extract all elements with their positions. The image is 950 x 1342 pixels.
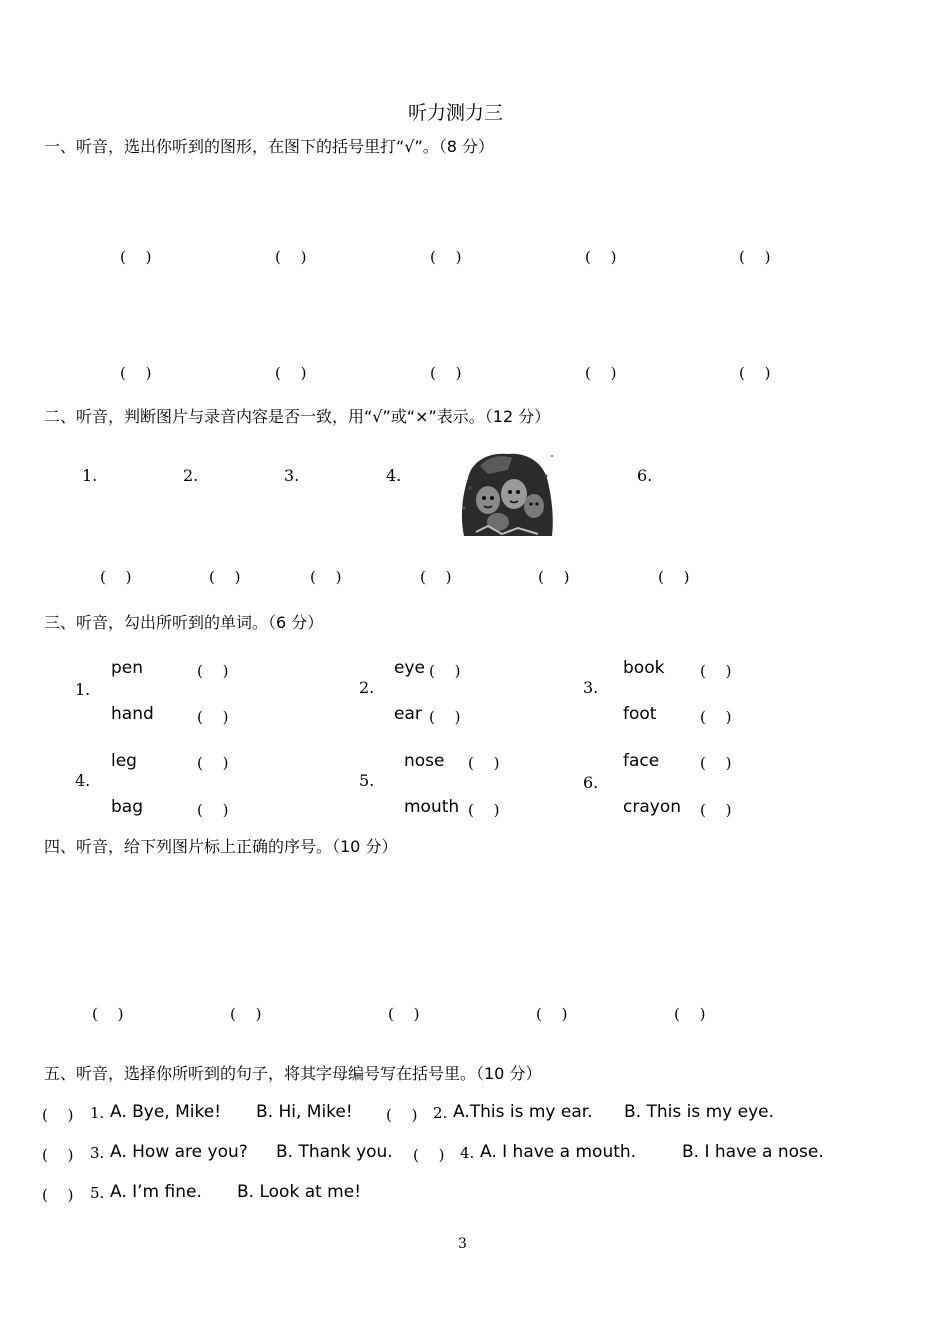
question-number: 5. <box>90 1184 105 1202</box>
answer-bracket: ( ) <box>275 364 307 382</box>
answer-bracket: ( ) <box>197 708 229 726</box>
answer-bracket: ( ) <box>197 801 229 819</box>
answer-bracket: ( ) <box>100 568 132 586</box>
question-number: 3. <box>90 1144 105 1162</box>
answer-bracket: ( ) <box>468 801 500 819</box>
word-option: ear <box>394 704 422 724</box>
item-number: 1. <box>82 466 98 485</box>
answer-bracket: ( ) <box>429 708 461 726</box>
answer-bracket: ( ) <box>700 662 732 680</box>
answer-bracket: ( ) <box>739 248 771 266</box>
answer-bracket: ( ) <box>700 754 732 772</box>
option-b: B. This is my eye. <box>624 1102 775 1122</box>
answer-bracket: ( ) <box>42 1146 74 1164</box>
option-a: A.This is my ear. <box>453 1102 593 1122</box>
word-option: hand <box>111 704 154 724</box>
answer-bracket: ( ) <box>700 708 732 726</box>
word-option: leg <box>111 751 137 771</box>
word-option: bag <box>111 797 143 817</box>
answer-bracket: ( ) <box>230 1005 262 1023</box>
section-1-heading: 一、听音，选出你听到的图形，在图下的括号里打“√”。（8 分） <box>44 137 495 156</box>
word-option: foot <box>623 704 657 724</box>
word-option: mouth <box>404 797 460 817</box>
answer-bracket: ( ) <box>468 754 500 772</box>
option-b: B. Look at me! <box>237 1182 362 1202</box>
item-number: 3. <box>284 466 300 485</box>
option-b: B. Hi, Mike! <box>256 1102 353 1122</box>
answer-bracket: ( ) <box>429 662 461 680</box>
answer-bracket: ( ) <box>658 568 690 586</box>
section-2-heading: 二、听音，判断图片与录音内容是否一致，用“√”或“×”表示。（12 分） <box>44 407 551 426</box>
answer-bracket: ( ) <box>430 248 462 266</box>
answer-bracket: ( ) <box>700 801 732 819</box>
section-3-heading: 三、听音，勾出所听到的单词。（6 分） <box>44 613 324 632</box>
question-number: 4. <box>460 1144 475 1162</box>
item-number: 4. <box>386 466 402 485</box>
answer-bracket: ( ) <box>386 1106 418 1124</box>
answer-bracket: ( ) <box>536 1005 568 1023</box>
word-option: book <box>623 658 665 678</box>
page-number: 3 <box>458 1236 467 1252</box>
item-number: 3. <box>583 678 599 697</box>
answer-bracket: ( ) <box>209 568 241 586</box>
word-option: nose <box>404 751 445 771</box>
answer-bracket: ( ) <box>585 364 617 382</box>
word-option: pen <box>111 658 144 678</box>
answer-bracket: ( ) <box>92 1005 124 1023</box>
option-a: A. How are you? <box>110 1142 248 1162</box>
answer-bracket: ( ) <box>674 1005 706 1023</box>
word-option: crayon <box>623 797 681 817</box>
answer-bracket: ( ) <box>538 568 570 586</box>
option-a: A. I have a mouth. <box>480 1142 637 1162</box>
item-number: 6. <box>583 773 599 792</box>
item-number: 2. <box>359 678 375 697</box>
answer-bracket: ( ) <box>120 248 152 266</box>
item-number: 2. <box>183 466 199 485</box>
question-number: 2. <box>433 1104 448 1122</box>
word-option: eye <box>394 658 425 678</box>
option-a: A. I’m fine. <box>110 1182 202 1202</box>
answer-bracket: ( ) <box>585 248 617 266</box>
answer-bracket: ( ) <box>739 364 771 382</box>
answer-bracket: ( ) <box>42 1186 74 1204</box>
item-number: 6. <box>637 466 653 485</box>
answer-bracket: ( ) <box>197 754 229 772</box>
option-a: A. Bye, Mike! <box>110 1102 222 1122</box>
page-title: 听力测力三 <box>408 102 504 124</box>
option-b: B. Thank you. <box>276 1142 393 1162</box>
answer-bracket: ( ) <box>388 1005 420 1023</box>
answer-bracket: ( ) <box>430 364 462 382</box>
answer-bracket: ( ) <box>413 1146 445 1164</box>
item-number: 5. <box>359 771 375 790</box>
item-number: 4. <box>75 771 91 790</box>
answer-bracket: ( ) <box>275 248 307 266</box>
word-option: face <box>623 751 660 771</box>
answer-bracket: ( ) <box>42 1106 74 1124</box>
section-5-heading: 五、听音，选择你所听到的句子，将其字母编号写在括号里。（10 分） <box>44 1064 542 1083</box>
answer-bracket: ( ) <box>310 568 342 586</box>
question-number: 1. <box>90 1104 105 1122</box>
section-4-heading: 四、听音，给下列图片标上正确的序号。（10 分） <box>44 837 398 856</box>
answer-bracket: ( ) <box>420 568 452 586</box>
group-photo-image <box>458 448 556 540</box>
answer-bracket: ( ) <box>197 662 229 680</box>
answer-bracket: ( ) <box>120 364 152 382</box>
option-b: B. I have a nose. <box>682 1142 824 1162</box>
item-number: 1. <box>75 680 91 699</box>
